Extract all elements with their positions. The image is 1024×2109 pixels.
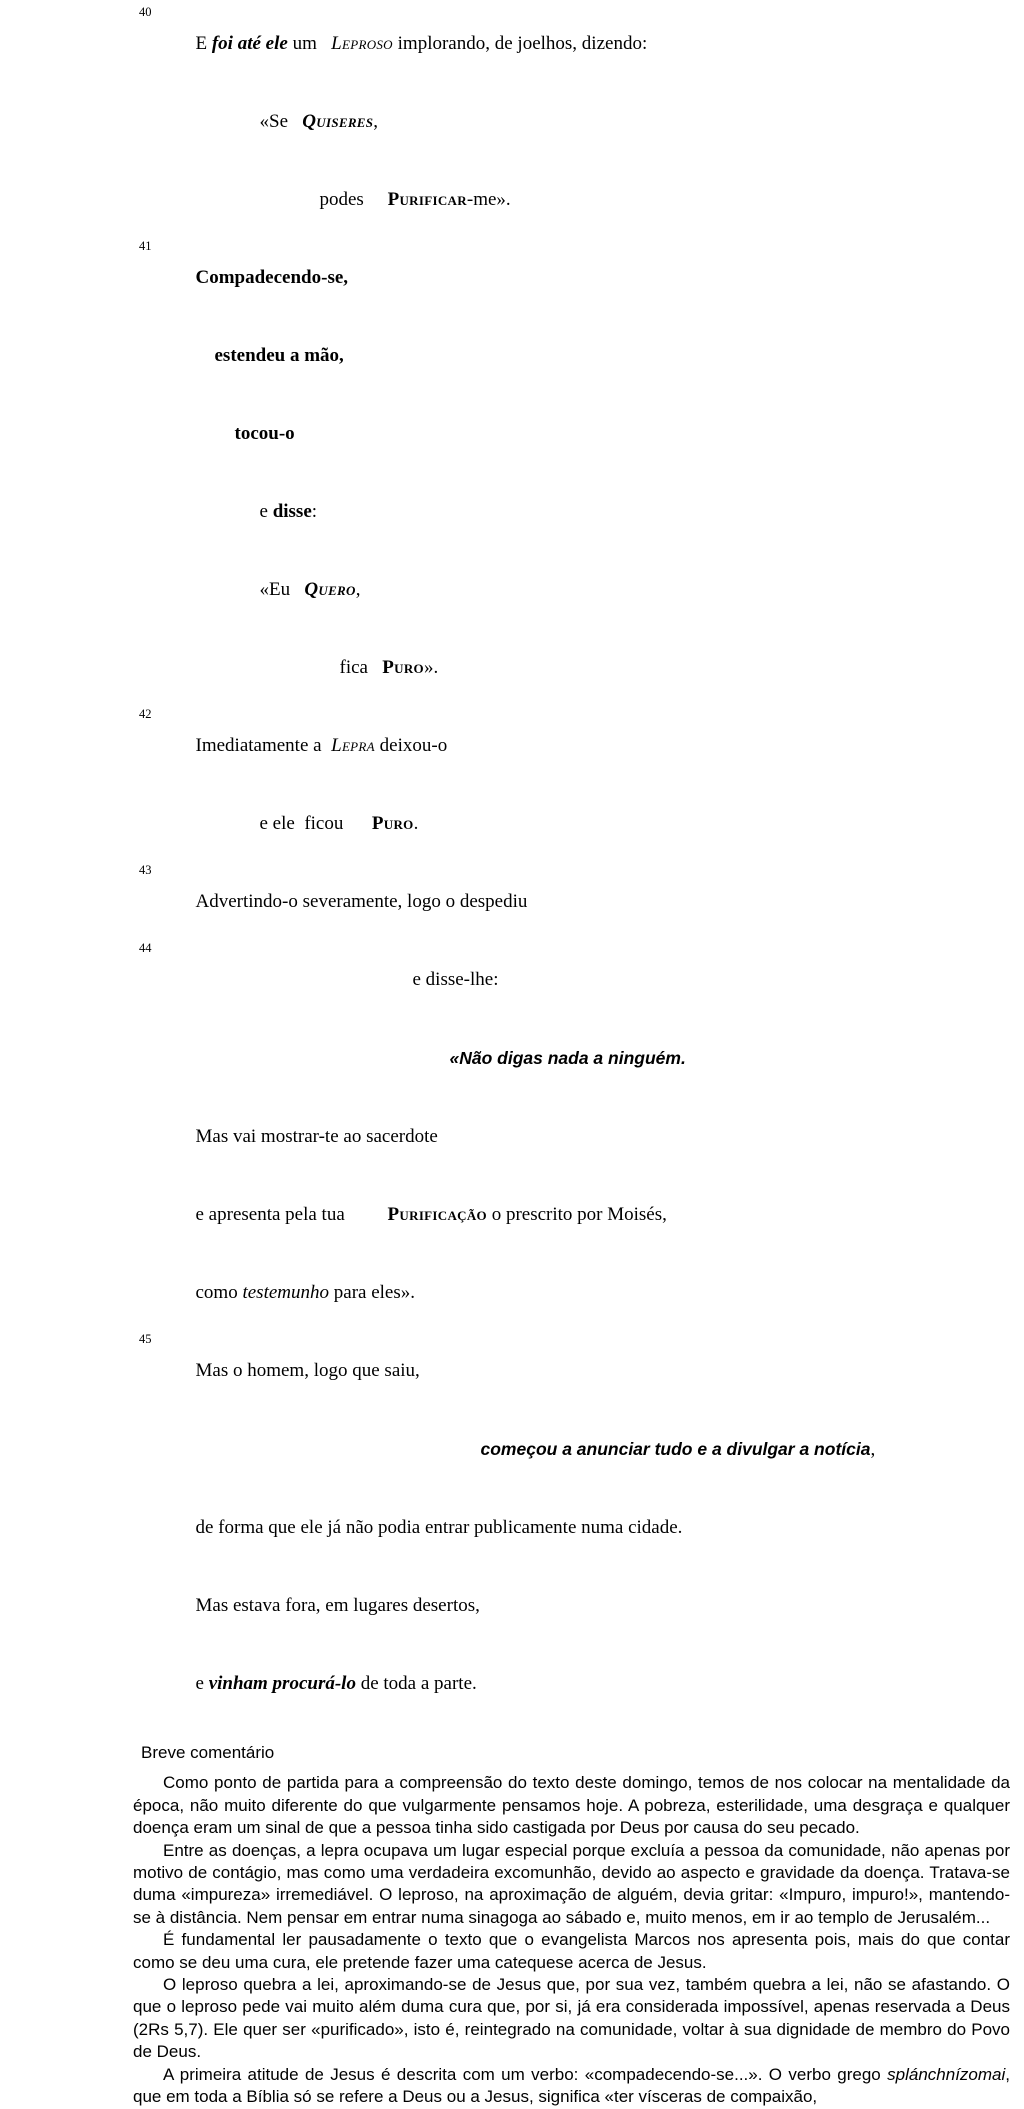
gospel-text-block — [139, 0, 1024, 1723]
verse-line — [139, 1645, 1024, 1723]
verse-line — [139, 629, 1024, 707]
text-run: fica — [339, 657, 383, 678]
text-run: tocou-o — [234, 423, 295, 444]
commentary-paragraph — [133, 1840, 1010, 1930]
verse-line — [139, 941, 1024, 1019]
commentary-section — [133, 1742, 1010, 2109]
text-run: , — [373, 111, 379, 132]
emphasis-command: «Não digas nada a ninguém. — [449, 1048, 686, 1068]
word-leproso: Leproso — [331, 33, 393, 54]
text-run: ». — [423, 657, 439, 678]
verse-number: 41 — [139, 239, 152, 253]
text-run: Imediatamente a — [195, 735, 332, 756]
text-run: Como ponto de partida para a compreensão do texto deste domingo, temos de nos colocar na mentalidade da época, não muito diferente do que vulgarmente pensamos hoje. A pobreza, esterilidade, uma desgraça e qualquer doença eram um sinal de que a pessoa tinha sido castigada por Deus por causa do seu pecado. — [133, 1773, 1010, 1838]
verse-line — [139, 395, 1024, 473]
text-run: implorando, de joelhos, dizendo: — [392, 33, 648, 54]
commentary-paragraph — [133, 1929, 1010, 1974]
verse-line — [139, 239, 1024, 317]
text-run: estendeu a mão, — [214, 345, 344, 366]
verse-line — [139, 83, 1024, 161]
text-run: e disse-lhe: — [412, 969, 499, 990]
text-run: para eles». — [329, 1282, 415, 1303]
verse-line — [139, 1176, 1024, 1254]
commentary-paragraph — [133, 2064, 1010, 2109]
text-run: o prescrito por Moisés, — [486, 1204, 667, 1225]
text-run: um — [287, 33, 332, 54]
text-run: podes — [319, 189, 388, 210]
text-run: . — [413, 813, 419, 834]
verse-line — [139, 473, 1024, 551]
verse-line — [139, 707, 1024, 785]
verse-line — [139, 1410, 1024, 1489]
word-purificar: Purificar — [387, 189, 467, 210]
text-run: Mas estava fora, em lugares desertos, — [195, 1595, 480, 1616]
verse-number: 40 — [139, 5, 152, 19]
word-puro: Puro — [371, 813, 414, 834]
text-run: foi até ele — [211, 33, 288, 54]
emphasis-announce: começou a anunciar tudo e a divulgar a notícia — [480, 1439, 871, 1459]
word-testemunho: testemunho — [242, 1282, 330, 1303]
verse-line — [139, 1332, 1024, 1410]
text-run: como — [195, 1282, 243, 1303]
text-run: : — [311, 501, 318, 522]
text-run: Compadecendo-se, — [195, 267, 349, 288]
verse-line — [139, 1254, 1024, 1332]
text-run: e — [195, 1673, 209, 1694]
text-run: O leproso quebra a lei, aproximando-se de Jesus que, por sua vez, também quebra a lei, não se afastando. O que o leproso pede vai muito além duma cura que, por si, já era considerada impossível, apenas reservada a Deus (2Rs 5,7). Ele quer ser «purificado», isto é, reintegrado na comunidade, voltar à sua dignidade de membro do Povo de Deus. — [133, 1975, 1010, 2062]
text-run: E — [195, 33, 212, 54]
commentary-paragraph — [133, 1772, 1010, 1839]
verse-number: 42 — [139, 707, 152, 721]
verse-line — [139, 317, 1024, 395]
greek-word-splanchnizomai: splánchnízomai — [887, 2064, 1006, 2084]
text-run: e apresenta pela tua — [195, 1204, 388, 1225]
text-run: e ele ficou — [259, 813, 372, 834]
verse-number: 43 — [139, 863, 152, 877]
verse-line — [139, 863, 1024, 941]
text-run: disse — [272, 501, 312, 522]
word-lepra: Lepra — [331, 735, 375, 756]
text-run: A primeira atitude de Jesus é descrita com um verbo: «compadecendo-se...». O verbo grego — [163, 2064, 888, 2084]
text-run: de toda a parte. — [355, 1673, 477, 1694]
text-run: «Eu — [259, 579, 305, 600]
text-run: É fundamental ler pausadamente o texto que o evangelista Marcos nos apresenta pois, mais do que contar como se deu uma cura, ele pretende fazer uma catequese acerca de Jesus. — [133, 1930, 1010, 1972]
verse-line — [139, 785, 1024, 863]
verse-line — [139, 1567, 1024, 1645]
word-puro: Puro — [382, 657, 424, 678]
text-run: e — [259, 501, 273, 522]
verse-line — [139, 551, 1024, 629]
text-run: -me». — [466, 189, 511, 210]
verse-line — [139, 5, 1024, 83]
verse-line — [139, 161, 1024, 239]
word-quiseres: Quiseres — [302, 111, 374, 132]
word-purificacao: Purificação — [387, 1204, 487, 1225]
text-run: Mas o homem, logo que saiu, — [195, 1360, 420, 1381]
verse-line — [139, 1019, 1024, 1098]
text-run: Entre as doenças, a lepra ocupava um lugar especial porque excluía a pessoa da comunidade, não apenas por motivo de contágio, mas como uma verdadeira excomunhão, devido ao aspecto e gravidade da doença. Tratava-se duma «impureza» irremediável. O leproso, na aproximação de alguém, devia gritar: «Impuro, impuro!», mantendo-se à distância. Nem pensar em entrar numa sinagoga ao sábado e, muito menos, em ir ao templo de Jerusalém... — [133, 1840, 1010, 1927]
verse-number: 44 — [139, 941, 152, 955]
text-run: , que em toda a Bíblia só se refere a Deus ou a Jesus, significa «ter vísceras de compaixão, — [133, 2064, 1010, 2107]
text-run: «Se — [259, 111, 303, 132]
text-run: de forma que ele já não podia entrar publicamente numa cidade. — [195, 1517, 683, 1538]
text-run: , — [870, 1439, 876, 1460]
commentary-heading: Breve comentário — [141, 1743, 275, 1762]
text-run: deixou-o — [374, 735, 448, 756]
text-run: Advertindo-o severamente, logo o despediu — [195, 891, 528, 912]
word-quero: Quero — [304, 579, 356, 600]
verse-line — [139, 1098, 1024, 1176]
text-run: Mas vai mostrar-te ao sacerdote — [195, 1126, 438, 1147]
verse-line — [139, 1489, 1024, 1567]
commentary-paragraph — [133, 1974, 1010, 2064]
verse-number: 45 — [139, 1332, 152, 1346]
text-run: , — [355, 579, 361, 600]
text-run: vinham procurá-lo — [208, 1673, 356, 1694]
